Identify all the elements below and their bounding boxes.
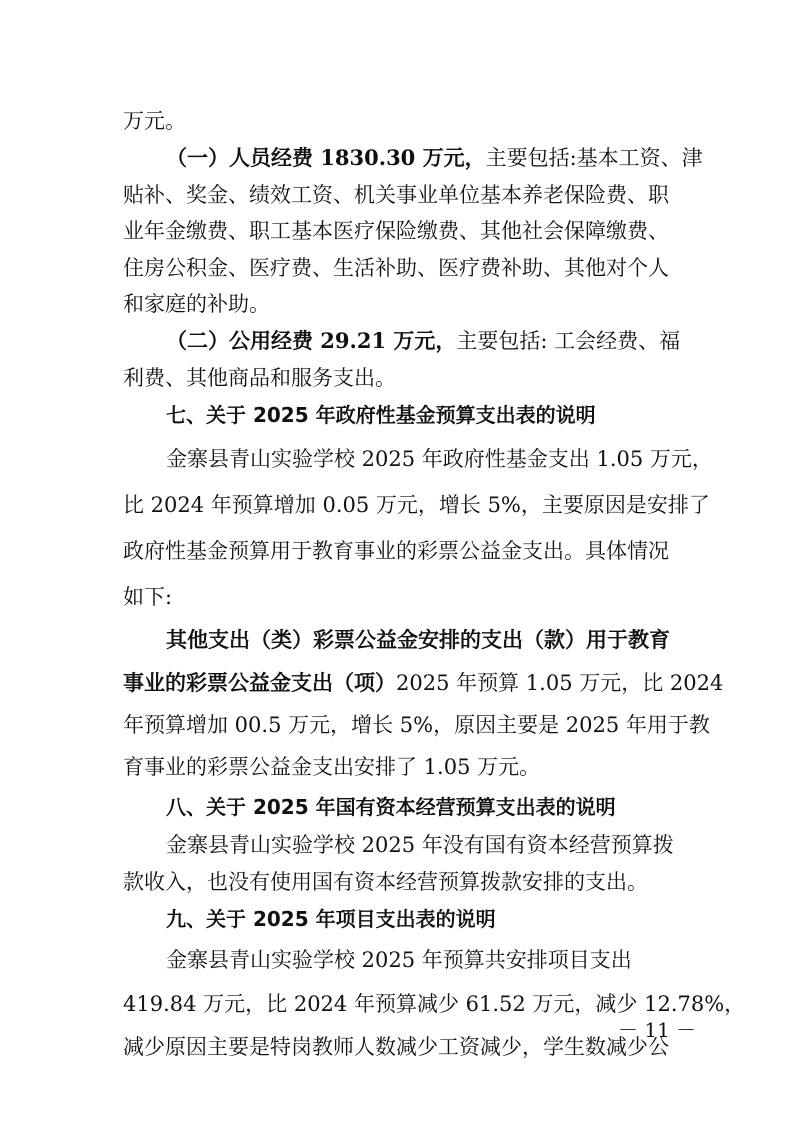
line-text: 金寨县青山实验学校 2025 年预算共安排项目支出 — [166, 948, 632, 972]
line-text: 金寨县青山实验学校 2025 年没有国有资本经营预算拨 — [166, 833, 674, 857]
heading-text: 七、关于 2025 年政府性基金预算支出表的说明 — [166, 403, 596, 427]
line-text: 2025 年预算 1.05 万元，比 2024 — [396, 671, 724, 695]
line-text: 如下: — [123, 585, 173, 609]
line-text: 主要包括: 工会经费、福 — [456, 329, 681, 353]
line-bold: （二）公用经费 29.21 万元， — [166, 328, 457, 353]
line-text: 利费、其他商品和服务支出。 — [123, 366, 396, 390]
line-text: 主要包括:基本工资、津 — [485, 146, 703, 170]
line-text: 年预算增加 00.5 万元，增长 5%，原因主要是 2025 年用于教 — [123, 713, 710, 737]
heading-text: 九、关于 2025 年项目支出表的说明 — [166, 907, 496, 931]
line-text: 减少原因主要是特岗教师人数减少工资减少，学生数减少公 — [123, 1035, 669, 1059]
page-number: － 11 － — [618, 1018, 697, 1042]
line-text: 万元。 — [123, 109, 186, 133]
line-text: 政府性基金预算用于教育事业的彩票公益金支出。具体情况 — [123, 539, 669, 563]
line-bold: 事业的彩票公益金支出（项） — [123, 670, 396, 695]
line-text: 育事业的彩票公益金支出安排了 1.05 万元。 — [123, 755, 541, 779]
line-text: 业年金缴费、职工基本医疗保险缴费、其他社会保障缴费、 — [123, 219, 669, 243]
line-bold: （一）人员经费 1830.30 万元， — [166, 145, 486, 170]
line-text: 贴补、奖金、绩效工资、机关事业单位基本养老保险费、职 — [123, 183, 669, 207]
line-text: 和家庭的补助。 — [123, 292, 270, 316]
line-text: 款收入，也没有使用国有资本经营预算拨款安排的支出。 — [123, 870, 648, 894]
line-bold: 其他支出（类）彩票公益金安排的支出（款）用于教育 — [166, 627, 670, 652]
line-text: 住房公积金、医疗费、生活补助、医疗费补助、其他对个人 — [123, 256, 669, 280]
line-text: 419.84 万元，比 2024 年预算减少 61.52 万元，减少 12.78%， — [123, 992, 746, 1016]
line-text: 比 2024 年预算增加 0.05 万元，增长 5%，主要原因是安排了 — [123, 493, 710, 517]
line-text: 金寨县青山实验学校 2025 年政府性基金支出 1.05 万元， — [166, 447, 713, 471]
heading-text: 八、关于 2025 年国有资本经营预算支出表的说明 — [166, 795, 616, 819]
